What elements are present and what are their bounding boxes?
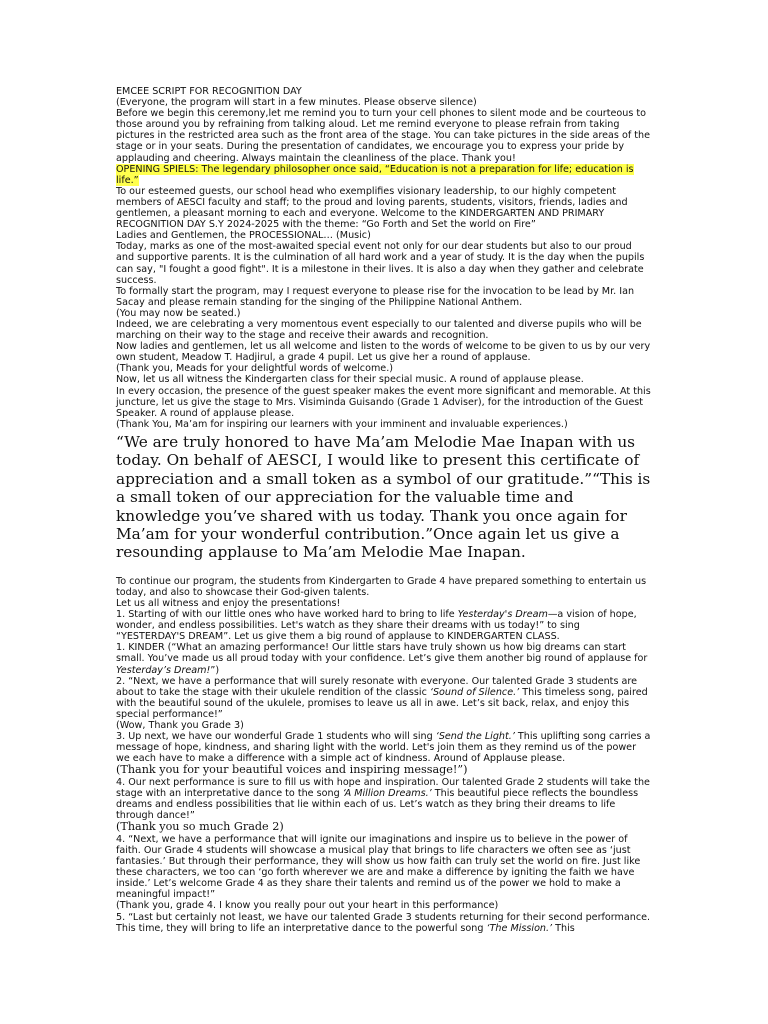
paragraph-invocation: To formally start the program, may I request everyone to please rise for the invocation to be lead by Mr. Ian Sacay and please remain standing for the singing of the Philippine National Anthem. [116,285,635,308]
text-run: 4. Our next performance is sure to fill us with hope and inspiration. Our talented Grade 2 students will take the stage with an interpretative dance to the song [116,776,650,800]
text-run: 1. Starting of with our little ones who have worked hard to bring to life [116,609,458,621]
song-title: ‘A Million Dreams.’ [342,788,432,800]
paragraph-today: Today, marks as one of the most-awaited special event not only for our dear students but also to our proud and supportive parents. It is the culmination of all hard work and a year of study. It is the day when the pupils can say, "I fought a good fight". It is a milestone in their lives. It is also a day when they gather and celebrate success. [116,241,645,286]
text-run: ”) [210,664,220,676]
text-run: 3. Up next, we have our wonderful Grade 1 students who will sing [116,731,436,743]
paragraph-thanks-grade3: (Wow, Thank you Grade 3) [116,719,244,731]
paragraph-item-4-grade4: 4. “Next, we have a performance that will ignite our imaginations and inspire us to believe in the power of faith. Our Grade 4 students will showcase a musical play that brings to life characters we often see as ‘just fantasies.’ But through their performance, they will show us how faith can truly set the world on fire. Just like these characters, we too can ‘go forth wherever we are and make a difference by igniting the faith we have inside.’ Let’s welcome Grade 4 as they share their talents and remind us of the power we hold to make a meaningful impact!” [116,833,641,901]
paragraph-thanks-grade1: (Thank you for your beautiful voices and inspiring message!”) [116,763,468,777]
document-page [116,86,652,934]
paragraph-item-4-grade2 [116,777,652,821]
paragraph-words-of-welcome: Now ladies and gentlemen, let us all welcome and listen to the words of welcome to be given to us by our very own student, Meadow T. Hadjirul, a grade 4 pupil. Let us give her a round of applause. [116,341,651,364]
paragraph-thanks-grade4: (Thank you, grade 4. I know you really pour out your heart in this performance) [116,900,499,912]
paragraph-item-2-grade3 [116,676,652,720]
paragraph-opening-spiels [116,164,652,186]
text-run: 1. KINDER (“What an amazing performance! Our little stars have truly shown us how big dreams can start small. You’ve made us all proud today with your confidence. Let’s give them another big round of applause for [116,642,648,665]
paragraph-silence-notice: (Everyone, the program will start in a few minutes. Please observe silence) [116,97,477,109]
paragraph-momentous: Indeed, we are celebrating a very momentous event especially to our talented and diverse pupils who will be marching on their way to the stage and receive their awards and recognition. [116,318,642,342]
paragraph-certificate: “We are truly honored to have Ma’am Melodie Mae Inapan with us today. On behalf of AESCI, I would like to present this certificate of appreciation and a small token as a symbol of our gratitude.”“This is a small token of our appreciation for the valuable time and knowledge you’ve shared with us today. Thank you once again for Ma’am for your wonderful contribution.”Once again let us give a resounding applause to Ma’am Melodie Mae Inapan. [116,432,651,562]
text-run: —a vision of hope, wonder, and endless possibilities. Let's watch as they share their dreams with us today!” to sing “YESTERDAY'S DREAM”. Let us give them a big round of applause to KINDERGARTEN CLASS. [116,609,637,643]
paragraph-item-3-grade1 [116,731,652,764]
paragraph-seated: (You may now be seated.) [116,307,241,319]
paragraph-reminders: Before we begin this ceremony,let me remind you to turn your cell phones to silent mode and be courteous to those around you by refraining from talking aloud. Let me remind everyone to please refrain from taking pictures in the restricted area such as the front area of the stage. You can take pictures in the side areas of the stage or in your seats. During the presentation of candidates, we encourage you to express your pride by applauding and cheering. Always maintain the cleanliness of the place. Thank you! [116,108,651,164]
song-title: Yesterday’s Dream! [116,664,211,676]
paragraph-thanks-grade2: (Thank you so much Grade 2) [116,820,284,834]
song-title: ‘The Mission.’ [486,922,553,934]
text-run: This [552,922,575,934]
song-title: Yesterday's Dream [457,609,548,621]
document-title: EMCEE SCRIPT FOR RECOGNITION DAY [116,86,302,97]
song-title: ‘Sound of Silence.’ [429,686,520,698]
paragraph-item-1-kinder-thanks [116,642,652,675]
paragraph-continue-program: To continue our program, the students from Kindergarten to Grade 4 have prepared something to entertain us today, and also to showcase their God-given talents. [116,575,647,598]
paragraph-thanks-meads: (Thank you, Meads for your delightful words of welcome.) [116,363,393,375]
text-run: 5. “Last but certainly not least, we have our talented Grade 3 students returning for their second performance. This time, they will bring to life an interpretative dance to the powerful song [116,911,651,934]
song-title: ‘Send the Light.’ [435,731,515,743]
paragraph-item-1-kinder [116,609,652,642]
highlighted-text: OPENING SPIELS: The legendary philosopher once said, “Education is not a preparation for life; education is life.” [116,163,634,186]
paragraph-witness: Let us all witness and enjoy the presentations! [116,597,341,609]
paragraph-item-5-grade3 [116,912,652,934]
text-run: This uplifting song carries a message of hope, kindness, and sharing light with the world. Let's join them as they remind us of the power we each have to make a difference with a simple act of kindness. Around of Applause please. [116,731,651,765]
text-run: This beautiful piece reflects the boundless dreams and endless possibilities that lie within each of us. Let’s watch as they bring their dreams to life through dance!” [116,788,639,822]
paragraph-welcome: To our esteemed guests, our school head who exemplifies visionary leadership, to our highly competent members of AESCI faculty and staff; to the proud and loving parents, students, visitors, friends, ladies and gentlemen, a pleasant morning to each and everyone. Welcome to the KINDERGARTEN AND PRIMARY RECOGNITION DAY S.Y 2024-2025 with the theme: “Go Forth and Set the world on Fire” [116,185,628,231]
text-run: This timeless song, paired with the beautiful sound of the ukulele, promises to leave us all in awe. Let’s sit back, relax, and enjoy this special performance!” [116,686,648,720]
paragraph-thanks-maam: (Thank You, Ma’am for inspiring our learners with your imminent and invaluable experiences.) [116,418,568,430]
paragraph-processional: Ladies and Gentlemen, the PROCESSIONAL… (Music) [116,230,371,242]
paragraph-kinder-music: Now, let us all witness the Kindergarten class for their special music. A round of applause please. [116,374,584,386]
text-run: 2. “Next, we have a performance that will surely resonate with everyone. Our talented Grade 3 students are about to take the stage with their ukulele rendition of the classic [116,675,638,698]
paragraph-guest-speaker: In every occasion, the presence of the guest speaker makes the event more significant and memorable. At this juncture, let us give the stage to Mrs. Visiminda Guisando (Grade 1 Adviser), for the introduction of the Guest Speaker. A round of applause please. [116,385,651,419]
